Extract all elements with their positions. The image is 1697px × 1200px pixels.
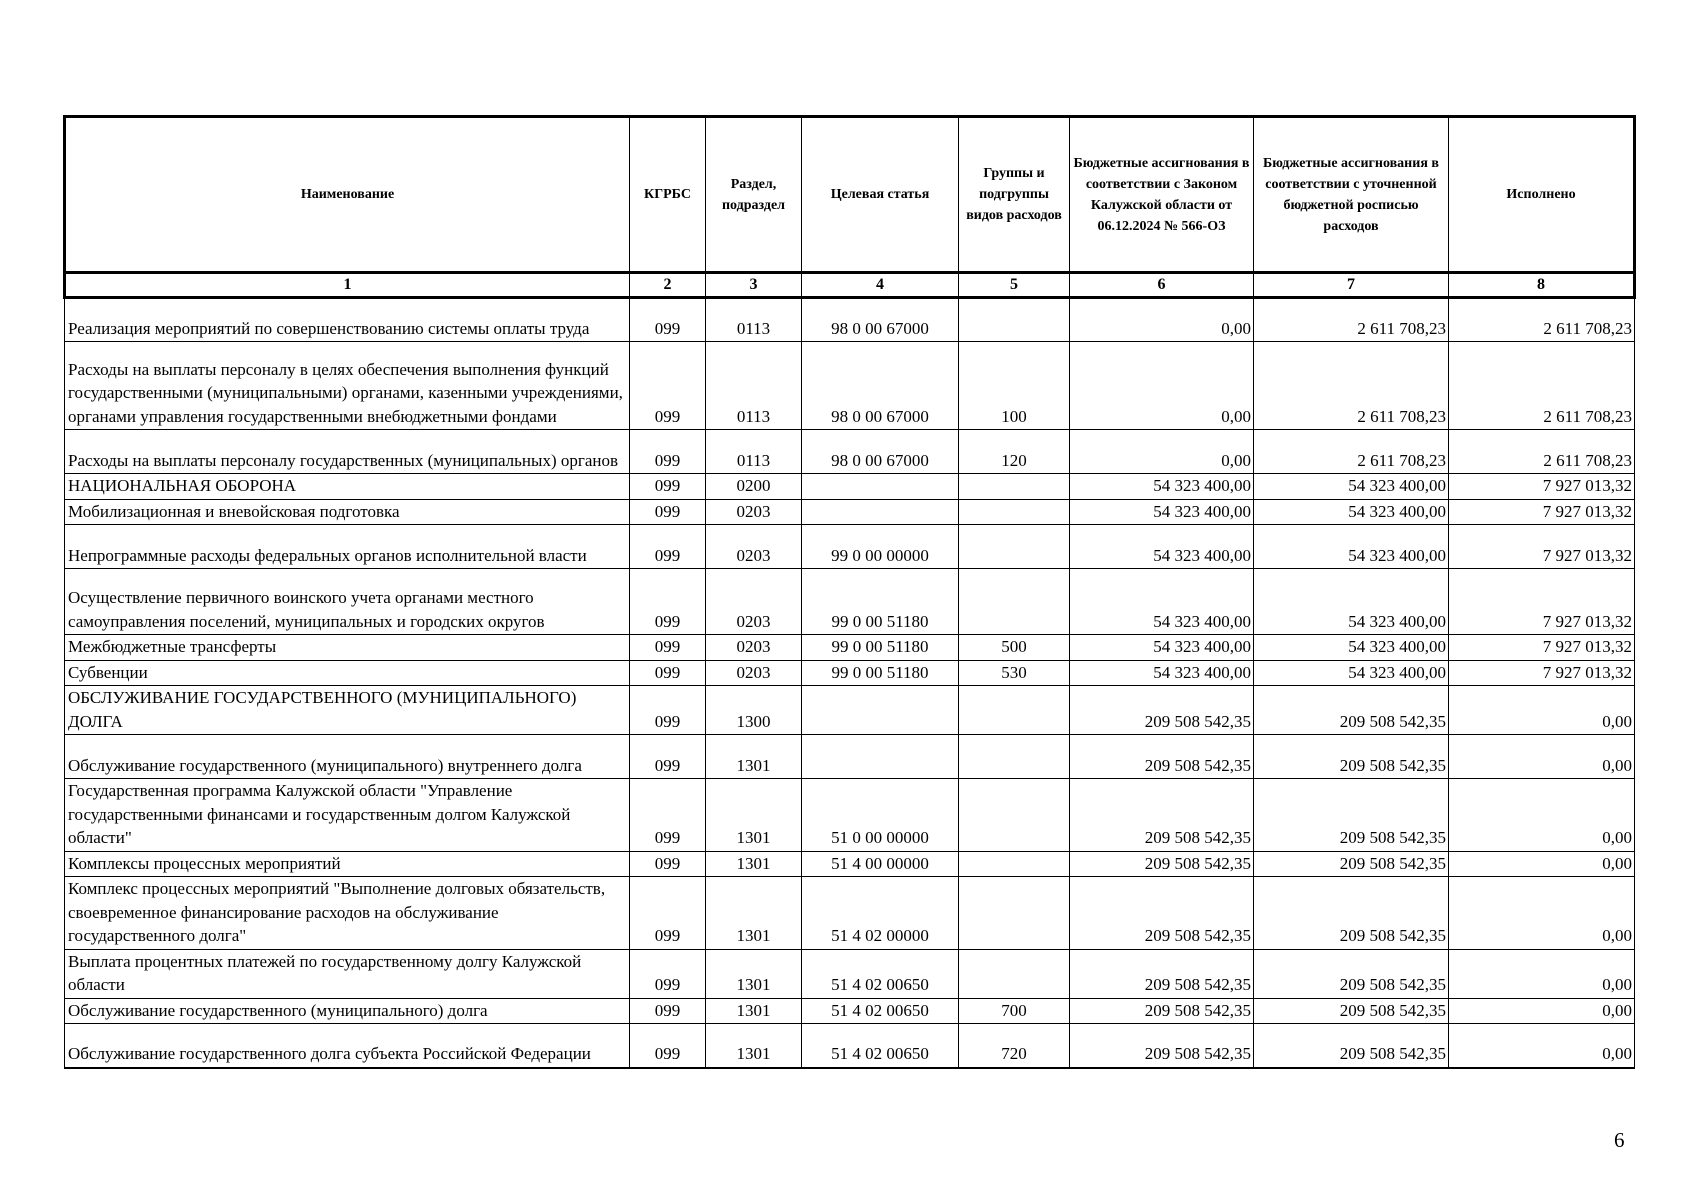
- row-kgrbs: 099: [630, 877, 706, 950]
- column-number: 3: [706, 273, 802, 298]
- row-law-amount: 54 323 400,00: [1070, 635, 1254, 661]
- row-roster-amount: 209 508 542,35: [1254, 1024, 1449, 1068]
- row-section: 0113: [706, 342, 802, 430]
- row-expense-group: [959, 851, 1070, 877]
- table-row: [65, 298, 1635, 342]
- row-executed-amount: 0,00: [1449, 1024, 1635, 1068]
- column-number: 1: [65, 273, 630, 298]
- row-name: Реализация мероприятий по совершенствованию системы оплаты труда: [65, 298, 630, 342]
- row-article: 98 0 00 67000: [802, 430, 959, 474]
- row-kgrbs: 099: [630, 998, 706, 1024]
- table-row: [65, 851, 1635, 877]
- row-article: [802, 474, 959, 500]
- row-section: 1301: [706, 779, 802, 852]
- header-section: Раздел, подраздел: [706, 117, 802, 273]
- row-roster-amount: 2 611 708,23: [1254, 298, 1449, 342]
- row-name: Государственная программа Калужской области "Управление государственными финансами и государственным долгом Калужской области": [65, 779, 630, 852]
- row-name: Расходы на выплаты персоналу государственных (муниципальных) органов: [65, 430, 630, 474]
- row-law-amount: 54 323 400,00: [1070, 499, 1254, 525]
- row-law-amount: 209 508 542,35: [1070, 877, 1254, 950]
- table-row: [65, 474, 1635, 500]
- row-section: 1300: [706, 686, 802, 735]
- row-article: 98 0 00 67000: [802, 342, 959, 430]
- row-name: Комплекс процессных мероприятий "Выполнение долговых обязательств, своевременное финансирование расходов на обслуживание государственного долга": [65, 877, 630, 950]
- row-expense-group: [959, 474, 1070, 500]
- row-name: ОБСЛУЖИВАНИЕ ГОСУДАРСТВЕННОГО (МУНИЦИПАЛЬНОГО) ДОЛГА: [65, 686, 630, 735]
- row-roster-amount: 54 323 400,00: [1254, 525, 1449, 569]
- row-kgrbs: 099: [630, 949, 706, 998]
- row-roster-amount: 209 508 542,35: [1254, 686, 1449, 735]
- row-law-amount: 209 508 542,35: [1070, 998, 1254, 1024]
- row-name: Обслуживание государственного (муниципального) внутреннего долга: [65, 735, 630, 779]
- row-expense-group: [959, 779, 1070, 852]
- row-expense-group: 500: [959, 635, 1070, 661]
- row-kgrbs: 099: [630, 569, 706, 635]
- row-section: 1301: [706, 1024, 802, 1068]
- header-kgrbs: КГРБС: [630, 117, 706, 273]
- row-expense-group: [959, 298, 1070, 342]
- row-kgrbs: 099: [630, 430, 706, 474]
- row-law-amount: 209 508 542,35: [1070, 735, 1254, 779]
- header-roster-appropriations: Бюджетные ассигнования в соответствии с уточненной бюджетной росписью расходов: [1254, 117, 1449, 273]
- row-article: 99 0 00 51180: [802, 569, 959, 635]
- row-law-amount: 209 508 542,35: [1070, 851, 1254, 877]
- row-executed-amount: 0,00: [1449, 877, 1635, 950]
- column-number: 6: [1070, 273, 1254, 298]
- row-roster-amount: 54 323 400,00: [1254, 635, 1449, 661]
- budget-table: [63, 115, 1636, 1069]
- row-kgrbs: 099: [630, 660, 706, 686]
- table-row: [65, 686, 1635, 735]
- row-kgrbs: 099: [630, 779, 706, 852]
- row-expense-group: 100: [959, 342, 1070, 430]
- row-section: 0203: [706, 569, 802, 635]
- row-roster-amount: 54 323 400,00: [1254, 660, 1449, 686]
- row-section: 0203: [706, 660, 802, 686]
- header-law-appropriations: Бюджетные ассигнования в соответствии с Законом Калужской области от 06.12.2024 № 566-ОЗ: [1070, 117, 1254, 273]
- row-name: Осуществление первичного воинского учета органами местного самоуправления поселений, муниципальных и городских округов: [65, 569, 630, 635]
- row-article: [802, 735, 959, 779]
- row-executed-amount: 2 611 708,23: [1449, 430, 1635, 474]
- row-name: Комплексы процессных мероприятий: [65, 851, 630, 877]
- row-expense-group: 530: [959, 660, 1070, 686]
- row-kgrbs: 099: [630, 635, 706, 661]
- row-law-amount: 0,00: [1070, 342, 1254, 430]
- table-row: [65, 569, 1635, 635]
- row-kgrbs: 099: [630, 686, 706, 735]
- row-article: 51 4 02 00650: [802, 949, 959, 998]
- header-row: [65, 117, 1635, 273]
- row-name: Межбюджетные трансферты: [65, 635, 630, 661]
- row-roster-amount: 209 508 542,35: [1254, 877, 1449, 950]
- row-section: 1301: [706, 998, 802, 1024]
- row-roster-amount: 209 508 542,35: [1254, 779, 1449, 852]
- row-section: 0113: [706, 430, 802, 474]
- row-name: НАЦИОНАЛЬНАЯ ОБОРОНА: [65, 474, 630, 500]
- row-article: 51 4 02 00650: [802, 998, 959, 1024]
- row-expense-group: [959, 686, 1070, 735]
- header-article: Целевая статья: [802, 117, 959, 273]
- row-article: 99 0 00 00000: [802, 525, 959, 569]
- row-expense-group: [959, 735, 1070, 779]
- table-body: [65, 298, 1635, 1068]
- row-law-amount: 54 323 400,00: [1070, 569, 1254, 635]
- row-executed-amount: 7 927 013,32: [1449, 569, 1635, 635]
- table-row: [65, 949, 1635, 998]
- row-law-amount: 209 508 542,35: [1070, 779, 1254, 852]
- table-row: [65, 1024, 1635, 1068]
- row-executed-amount: 7 927 013,32: [1449, 474, 1635, 500]
- row-article: 51 4 02 00000: [802, 877, 959, 950]
- row-section: 0203: [706, 525, 802, 569]
- header-expense-group: Группы и подгруппы видов расходов: [959, 117, 1070, 273]
- row-roster-amount: 54 323 400,00: [1254, 474, 1449, 500]
- row-law-amount: 209 508 542,35: [1070, 686, 1254, 735]
- header-name: Наименование: [65, 117, 630, 273]
- row-name: Субвенции: [65, 660, 630, 686]
- row-roster-amount: 209 508 542,35: [1254, 851, 1449, 877]
- row-expense-group: [959, 569, 1070, 635]
- row-executed-amount: 7 927 013,32: [1449, 525, 1635, 569]
- row-executed-amount: 0,00: [1449, 851, 1635, 877]
- row-executed-amount: 0,00: [1449, 998, 1635, 1024]
- row-law-amount: 54 323 400,00: [1070, 474, 1254, 500]
- header-executed: Исполнено: [1449, 117, 1635, 273]
- column-number: 8: [1449, 273, 1635, 298]
- row-section: 1301: [706, 877, 802, 950]
- row-article: [802, 686, 959, 735]
- row-article: 99 0 00 51180: [802, 660, 959, 686]
- row-section: 0203: [706, 635, 802, 661]
- row-executed-amount: 7 927 013,32: [1449, 499, 1635, 525]
- column-number: 7: [1254, 273, 1449, 298]
- row-article: 51 0 00 00000: [802, 779, 959, 852]
- row-roster-amount: 2 611 708,23: [1254, 430, 1449, 474]
- row-expense-group: [959, 525, 1070, 569]
- row-section: 1301: [706, 851, 802, 877]
- column-number: 2: [630, 273, 706, 298]
- row-executed-amount: 2 611 708,23: [1449, 342, 1635, 430]
- row-law-amount: 54 323 400,00: [1070, 525, 1254, 569]
- table-row: [65, 877, 1635, 950]
- row-name: Расходы на выплаты персоналу в целях обеспечения выполнения функций государственными (муниципальными) органами, казенными учреждениями, органами управления государственными внебюджетными фондами: [65, 342, 630, 430]
- row-executed-amount: 7 927 013,32: [1449, 660, 1635, 686]
- row-law-amount: 0,00: [1070, 430, 1254, 474]
- row-executed-amount: 2 611 708,23: [1449, 298, 1635, 342]
- row-kgrbs: 099: [630, 525, 706, 569]
- row-kgrbs: 099: [630, 1024, 706, 1068]
- table-row: [65, 635, 1635, 661]
- row-article: 51 4 00 00000: [802, 851, 959, 877]
- row-executed-amount: 0,00: [1449, 686, 1635, 735]
- row-law-amount: 54 323 400,00: [1070, 660, 1254, 686]
- row-roster-amount: 54 323 400,00: [1254, 569, 1449, 635]
- row-law-amount: 209 508 542,35: [1070, 949, 1254, 998]
- row-executed-amount: 0,00: [1449, 779, 1635, 852]
- table-row: [65, 430, 1635, 474]
- row-expense-group: 120: [959, 430, 1070, 474]
- row-name: Обслуживание государственного (муниципального) долга: [65, 998, 630, 1024]
- row-law-amount: 209 508 542,35: [1070, 1024, 1254, 1068]
- row-roster-amount: 209 508 542,35: [1254, 998, 1449, 1024]
- row-section: 0113: [706, 298, 802, 342]
- table-row: [65, 998, 1635, 1024]
- row-section: 1301: [706, 735, 802, 779]
- row-roster-amount: 2 611 708,23: [1254, 342, 1449, 430]
- row-kgrbs: 099: [630, 474, 706, 500]
- row-expense-group: [959, 877, 1070, 950]
- row-executed-amount: 0,00: [1449, 735, 1635, 779]
- row-executed-amount: 7 927 013,32: [1449, 635, 1635, 661]
- table-row: [65, 499, 1635, 525]
- row-kgrbs: 099: [630, 499, 706, 525]
- row-name: Обслуживание государственного долга субъекта Российской Федерации: [65, 1024, 630, 1068]
- row-kgrbs: 099: [630, 298, 706, 342]
- row-kgrbs: 099: [630, 342, 706, 430]
- column-number: 5: [959, 273, 1070, 298]
- row-expense-group: 720: [959, 1024, 1070, 1068]
- row-name: Выплата процентных платежей по государственному долгу Калужской области: [65, 949, 630, 998]
- row-name: Мобилизационная и вневойсковая подготовка: [65, 499, 630, 525]
- column-number-row: [65, 273, 1635, 298]
- row-kgrbs: 099: [630, 851, 706, 877]
- row-section: 0203: [706, 499, 802, 525]
- row-expense-group: 700: [959, 998, 1070, 1024]
- row-article: 98 0 00 67000: [802, 298, 959, 342]
- row-executed-amount: 0,00: [1449, 949, 1635, 998]
- table-row: [65, 660, 1635, 686]
- row-article: 51 4 02 00650: [802, 1024, 959, 1068]
- page-number: 6: [1614, 1128, 1625, 1152]
- table-row: [65, 525, 1635, 569]
- table-row: [65, 342, 1635, 430]
- row-law-amount: 0,00: [1070, 298, 1254, 342]
- table-row: [65, 735, 1635, 779]
- row-article: [802, 499, 959, 525]
- row-roster-amount: 209 508 542,35: [1254, 735, 1449, 779]
- row-roster-amount: 209 508 542,35: [1254, 949, 1449, 998]
- table-row: [65, 779, 1635, 852]
- row-name: Непрограммные расходы федеральных органов исполнительной власти: [65, 525, 630, 569]
- row-kgrbs: 099: [630, 735, 706, 779]
- row-section: 0200: [706, 474, 802, 500]
- row-section: 1301: [706, 949, 802, 998]
- row-expense-group: [959, 949, 1070, 998]
- column-number: 4: [802, 273, 959, 298]
- row-article: 99 0 00 51180: [802, 635, 959, 661]
- row-expense-group: [959, 499, 1070, 525]
- row-roster-amount: 54 323 400,00: [1254, 499, 1449, 525]
